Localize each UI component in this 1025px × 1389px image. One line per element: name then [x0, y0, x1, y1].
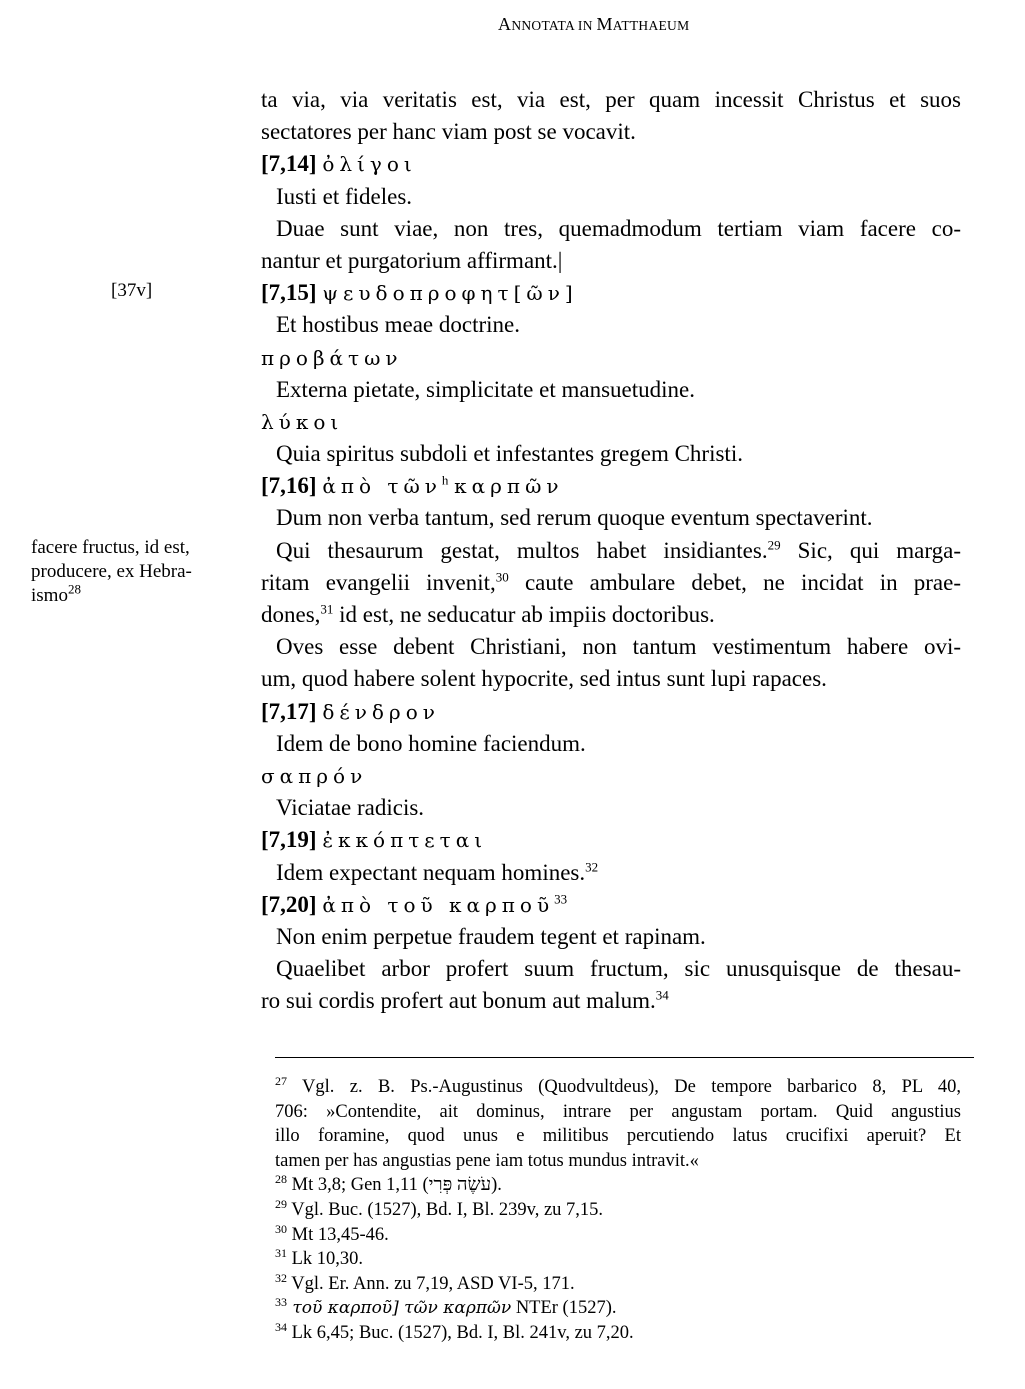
lemma-7-15: [7,15] ψευδοπροφητ[ῶν] — [261, 280, 578, 306]
footnotes: $^{27}$ Vgl. z. B. Ps.-Augustinus (Quodvultdeus), De tempore barbarico 8, PL 40, 706: »Contendite, ait dominus, intrare per angustam portam. Quid angustius illo foramine, quod unus e militibus percutiendo latus crucifixi aperuit? Et tamen per has angustias pene iam totus mundus intravit.« $^{28}$ Mt 3,8; Gen 1,11 (עֹשֶׂה פְּרִי). $^{29}$ Vgl. Buc. (1527), Bd. I, Bl. 239v, zu 7,15. $^{30}$ Mt 13,45-46. $^{31}$ Lk 10,30. $^{32}$ Vgl. Er. Ann. zu 7,19, ASD VI-5, 171. $^{33}$ τοῦ καρποῦ] τῶν καρπῶν NTEr (1527). $^{34}$ Lk 6,45; Buc. (1527), Bd. I, Bl. 241v, zu 7,20. — [275, 1073, 961, 1343]
lemma-lykoi: λύκοι — [261, 409, 344, 434]
lemma-7-17: [7,17] δένδρον — [261, 698, 440, 724]
running-header: ANNOTATA IN MATTHAEUM — [498, 14, 690, 34]
lemma-sapron: σαπρόν — [261, 763, 368, 788]
main-text: ta via, via veritatis est, via est, per quam incessit Christus et suos sectatores per hanc viam post se vocavit. [7,14] ὀλίγοι Iusti et fideles. Duae sunt viae, non tres, quemadmodum tertiam viam facere co- nantur et purgatorium affirmant.| [7,15] ψευδοπροφητ[ῶν] Et hostibus meae doctrine. προβάτων Externa pietate, simplicitate et mansuetudine. λύκοι Quia spiritus subdoli et infestantes gregem Christi. [7,16] ἀπὸ τῶν$^h$ καρπῶν Dum non verba tantum, sed rerum quoque eventum spectaverint. Qui thesaurum gestat, multos habet insidiantes.$^{29}$ Sic, qui marga- ritam evangelii invenit,$^{30}$ caute ambulare debet, ne incidat in prae- dones,$^{31}$ id est, ne seducatur ab impiis doctoribus. Oves esse debent Christiani, non tantum vestimentum habere ovi- um, quod habere solent hypocrite, sed intus sunt lupi rapaces. [7,17] δένδρον Idem de bono homine faciendum. σαπρόν Viciatae radicis. [7,19] ἐκκόπτεται Idem expectant nequam homines.$^{32}$ [7,20] ἀπὸ τοῦ καρποῦ$^{33}$ Non enim perpetue fraudem tegent et rapinam. Quaelibet arbor profert suum fructum, sic unusquisque de thesau- ro sui cordis profert aut bonum aut malum.$^{34}$ — [261, 87, 961, 1014]
lemma-7-14: [7,14] ὀλίγοι — [261, 151, 417, 177]
lemma-7-20: [7,20] ἀπὸ τοῦ καρποῦ$^{33}$ — [261, 891, 568, 917]
footnote-ref: 28 — [67, 581, 81, 597]
folio-marker: [37v] — [111, 280, 153, 301]
lemma-7-19: [7,19] ἐκκόπτεται — [261, 827, 488, 853]
lemma-7-16: [7,16] ἀπὸ τῶν$^h$ καρπῶν — [261, 472, 564, 499]
lemma-probaton: προβάτων — [261, 345, 403, 370]
margin-annotation: facere fructus, id est, producere, ex Hebra- ismo$^{28}$ — [31, 537, 192, 606]
footnote-divider — [275, 1057, 974, 1058]
